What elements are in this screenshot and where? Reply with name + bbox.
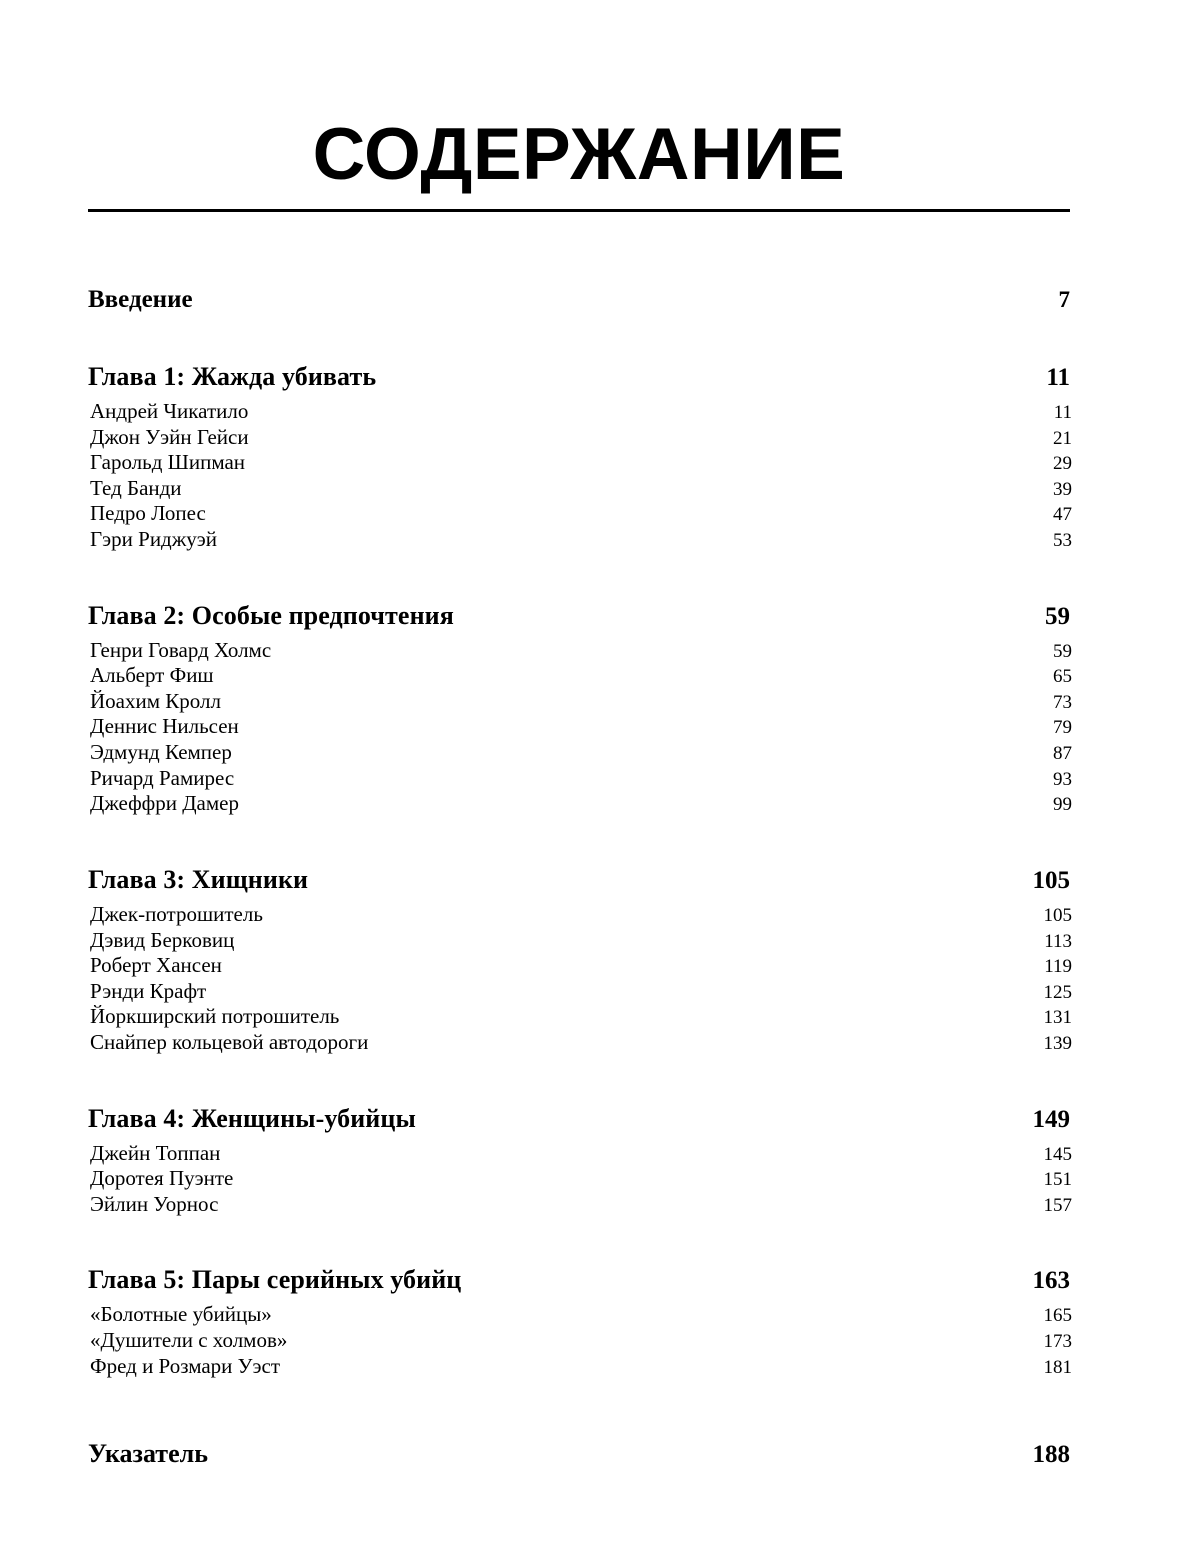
toc-entry-page: 145 — [1043, 1143, 1072, 1165]
toc-chapter-page: 11 — [1046, 364, 1070, 391]
toc-entry-label: Педро Лопес — [90, 501, 206, 526]
list-item[interactable] — [88, 953, 1072, 979]
toc-entry-label: Эйлин Уорнос — [90, 1191, 219, 1216]
toc-entry-page: 21 — [1053, 427, 1072, 449]
toc-entry-page: 119 — [1044, 956, 1072, 978]
list-item[interactable] — [88, 399, 1072, 425]
toc-entry-page: 11 — [1053, 402, 1072, 423]
list-item[interactable] — [88, 1354, 1072, 1380]
toc-entry-label: Дэвид Берковиц — [90, 927, 235, 952]
toc-chapter-label: Глава 3: Хищники — [88, 864, 309, 894]
toc-entry-label: Андрей Чикатило — [90, 399, 249, 423]
toc-entry-list — [88, 1302, 1070, 1379]
toc-entry-page: 157 — [1043, 1194, 1072, 1216]
list-item[interactable] — [88, 663, 1072, 689]
list-item[interactable] — [88, 425, 1072, 451]
toc-chapter-block — [88, 1265, 1070, 1379]
toc-entry-label: Гарольд Шипман — [90, 450, 246, 475]
toc-entry-label: Йоркширский потрошитель — [90, 1004, 340, 1029]
toc-chapter-row[interactable] — [88, 865, 1070, 895]
toc-entry-page: 188 — [1032, 1441, 1070, 1469]
toc-entry-label: Роберт Хансен — [90, 953, 222, 978]
list-item[interactable] — [88, 689, 1072, 715]
toc-entry-page: 53 — [1053, 530, 1072, 552]
toc-entry-page: 29 — [1053, 453, 1072, 475]
toc-entry-label: Йоахим Кролл — [90, 688, 221, 713]
toc-entry-list — [88, 399, 1070, 553]
toc-entry-list — [88, 902, 1070, 1056]
toc-entry-page: 99 — [1053, 794, 1072, 816]
toc-entry-label: Ричард Рамирес — [90, 765, 235, 790]
toc-entry-label: Эдмунд Кемпер — [90, 740, 232, 765]
toc-entry-page: 87 — [1053, 743, 1072, 765]
list-item[interactable] — [88, 1302, 1072, 1328]
title-divider — [88, 209, 1070, 212]
list-item[interactable] — [88, 527, 1072, 553]
toc-front-matter-row[interactable] — [88, 286, 1070, 314]
toc-chapter-label: Глава 2: Особые предпочтения — [88, 600, 454, 630]
list-item[interactable] — [88, 740, 1072, 766]
list-item[interactable] — [88, 791, 1072, 817]
toc-entry-label: «Болотные убийцы» — [90, 1302, 272, 1327]
toc-entry-page: 59 — [1053, 640, 1072, 662]
toc-entry-page: 39 — [1053, 478, 1072, 500]
toc-entry-label: Рэнди Крафт — [90, 978, 207, 1003]
toc-entry-label: Фред и Розмари Уэст — [90, 1353, 281, 1378]
toc-entry-page: 139 — [1043, 1032, 1072, 1054]
toc-entry-label: Деннис Нильсен — [90, 714, 239, 739]
toc-entry-label: Указатель — [88, 1439, 208, 1469]
toc-chapter-label: Глава 4: Женщины-убийцы — [88, 1103, 416, 1133]
toc-chapter-page: 163 — [1032, 1267, 1070, 1295]
toc-back-matter-row[interactable] — [88, 1439, 1070, 1469]
toc-chapter-page: 149 — [1032, 1105, 1070, 1133]
toc-entry-label: Тед Банди — [90, 475, 182, 500]
toc-entry-page: 181 — [1043, 1356, 1072, 1378]
toc-entry-page: 125 — [1043, 981, 1072, 1003]
toc-chapter-row[interactable] — [88, 1265, 1070, 1295]
toc-chapter-label: Глава 5: Пары серийных убийц — [88, 1265, 462, 1295]
toc-entry-page: 73 — [1053, 691, 1072, 713]
list-item[interactable] — [88, 928, 1072, 954]
list-item[interactable] — [88, 1141, 1072, 1167]
toc-entry-page: 173 — [1043, 1331, 1072, 1353]
toc-entry-page: 131 — [1043, 1007, 1072, 1029]
toc-entry-label: Джек-потрошитель — [90, 901, 263, 926]
toc-entry-page: 165 — [1043, 1305, 1072, 1327]
toc-entry-label: «Душители с холмов» — [90, 1328, 288, 1353]
toc-chapter-block — [88, 1104, 1070, 1218]
toc-chapter-block — [88, 362, 1070, 553]
list-item[interactable] — [88, 714, 1072, 740]
toc-entry-list — [88, 1141, 1070, 1218]
toc-chapter-block — [88, 865, 1070, 1056]
list-item[interactable] — [88, 638, 1072, 664]
toc-entry-page: 79 — [1053, 717, 1072, 739]
toc-entry-page: 105 — [1043, 904, 1072, 926]
toc-entry-label: Генри Говард Холмс — [90, 637, 272, 662]
table-of-contents — [88, 114, 1072, 1469]
toc-chapter-row[interactable] — [88, 601, 1070, 631]
page-title: СОДЕРЖАНИЕ — [312, 114, 846, 195]
toc-entry-label: Джейн Топпан — [90, 1140, 221, 1165]
toc-entry-page: 47 — [1053, 504, 1072, 526]
toc-entry-label: Введение — [88, 286, 193, 313]
list-item[interactable] — [88, 979, 1072, 1005]
list-item[interactable] — [88, 1192, 1072, 1218]
toc-entry-page: 113 — [1044, 930, 1072, 952]
toc-entry-label: Джон Уэйн Гейси — [90, 424, 249, 449]
list-item[interactable] — [88, 902, 1072, 928]
toc-chapter-page: 59 — [1045, 602, 1070, 630]
toc-entry-page: 65 — [1053, 666, 1072, 688]
toc-chapter-row[interactable] — [88, 1104, 1070, 1134]
list-item[interactable] — [88, 450, 1072, 476]
list-item[interactable] — [88, 1166, 1072, 1192]
list-item[interactable] — [88, 1004, 1072, 1030]
list-item[interactable] — [88, 501, 1072, 527]
toc-entry-label: Альберт Фиш — [90, 663, 214, 688]
toc-entry-page: 7 — [1058, 287, 1070, 312]
toc-chapter-page: 105 — [1032, 866, 1070, 894]
toc-entry-label: Гэри Риджуэй — [90, 527, 218, 552]
toc-entry-label: Джеффри Дамер — [90, 791, 239, 816]
toc-entry-page: 151 — [1043, 1169, 1072, 1191]
toc-entry-label: Снайпер кольцевой автодороги — [90, 1029, 369, 1054]
list-item[interactable] — [88, 476, 1072, 502]
toc-entry-label: Доротея Пуэнте — [90, 1166, 234, 1191]
list-item[interactable] — [88, 1328, 1072, 1354]
toc-entry-list — [88, 638, 1070, 817]
toc-chapter-row[interactable] — [88, 362, 1070, 392]
list-item[interactable] — [88, 1030, 1072, 1056]
list-item[interactable] — [88, 766, 1072, 792]
toc-chapter-block — [88, 601, 1070, 817]
toc-chapter-label: Глава 1: Жажда убивать — [88, 362, 377, 391]
toc-entry-page: 93 — [1053, 768, 1072, 790]
